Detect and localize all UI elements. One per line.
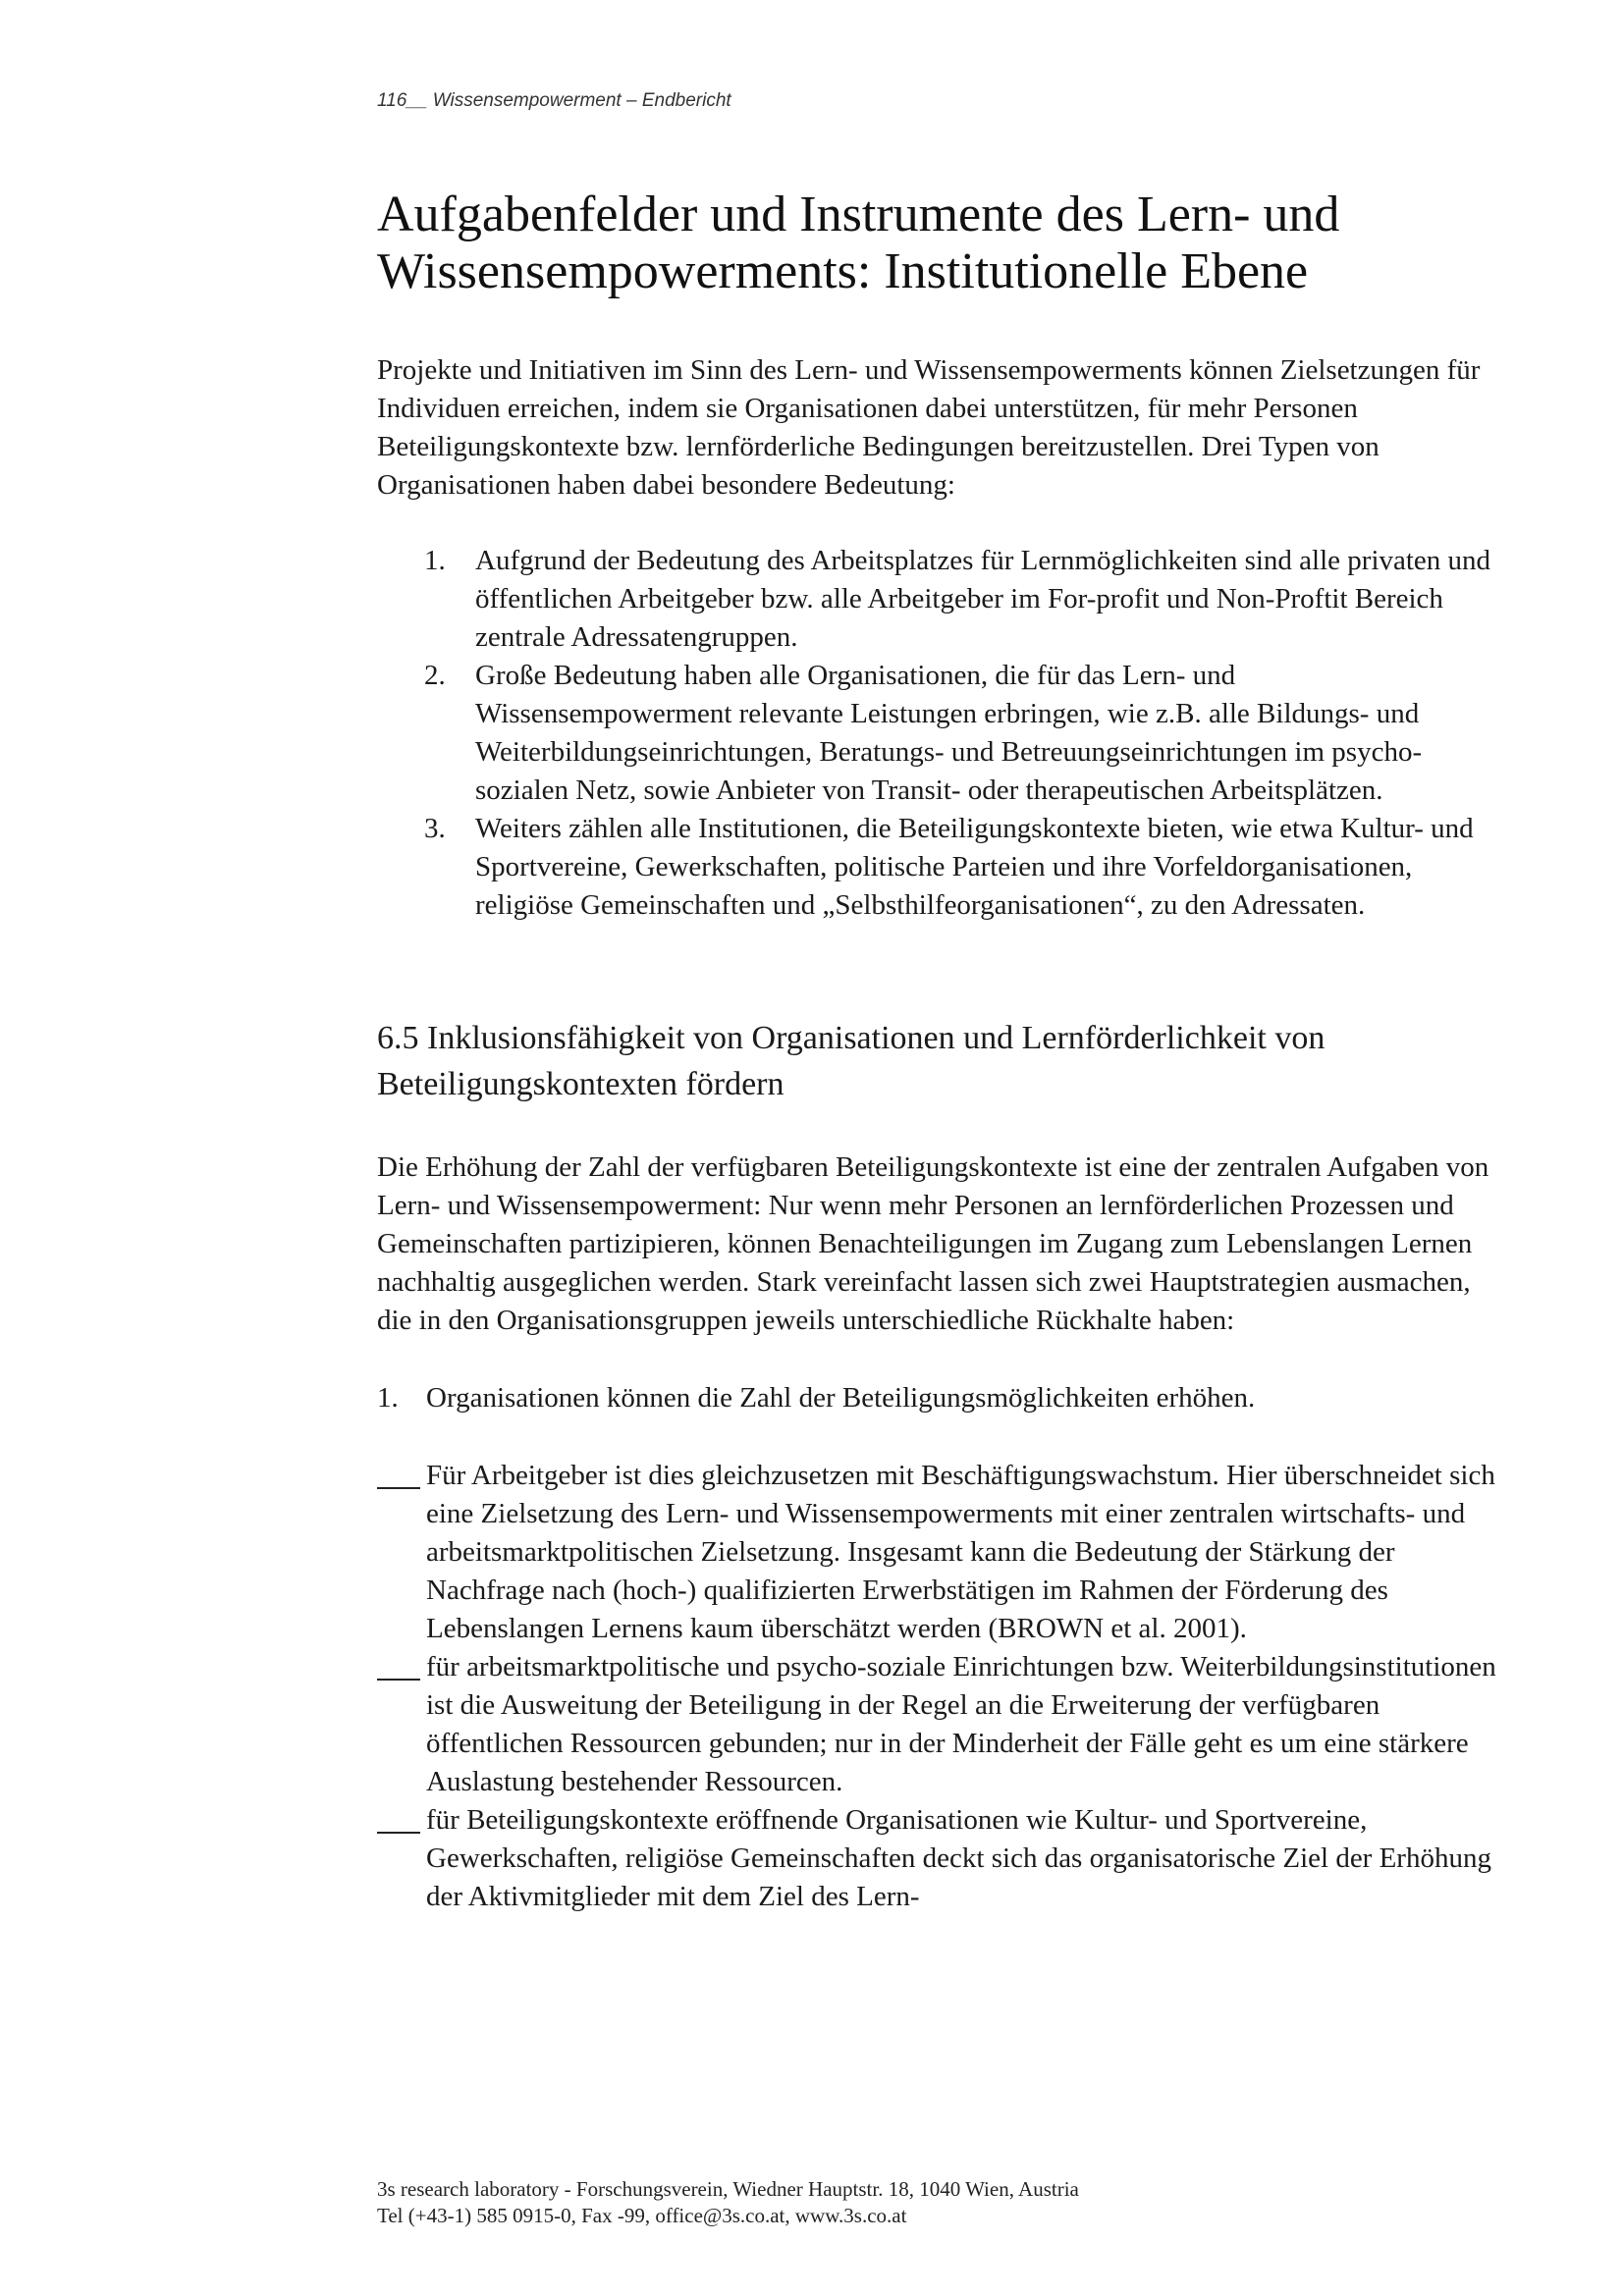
list-item-text: Aufgrund der Bedeutung des Arbeitsplatzes für Lernmöglichkeiten sind alle privaten und öffentlichen Arbeitgeber bzw. alle Arbeitgeber im For-profit und Non-Proftit Bereich zentrale Adressatengruppen.: [475, 545, 1491, 653]
page-title-line-2: Wissensempowerments: Institutionelle Ebene: [377, 243, 1309, 299]
page-content: [377, 187, 1496, 1916]
bullet-text: für arbeitsmarktpolitische und psycho-soziale Einrichtungen bzw. Weiterbildungsinstitutionen ist die Ausweitung der Beteiligung in der Regel an die Erweiterung der verfügbaren öffentlichen Ressourcen gebunden; nur in der Minderheit der Fälle geht es um eine stärkere Auslastung bestehender Ressourcen.: [426, 1651, 1496, 1797]
bullet-item: [377, 1801, 1496, 1916]
section-paragraph: Die Erhöhung der Zahl der verfügbaren Beteiligungskontexte ist eine der zentralen Aufgaben von Lern- und Wissensempowerment: Nur wenn mehr Personen an lernförderlichen Prozessen und Gemeinschaften partizipieren, können Benachteiligungen im Zugang zum Lebenslangen Lernen nachhaltig ausgeglichen werden. Stark vereinfacht lassen sich zwei Hauptstrategien ausmachen, die in den Organisationsgruppen jeweils unterschiedliche Rückhalte haben:: [377, 1151, 1489, 1336]
list-item: [377, 542, 1496, 657]
bullet-item: [377, 1457, 1496, 1648]
running-header: 116__ Wissensempowerment – Endbericht: [377, 90, 731, 111]
page-title: [377, 187, 1496, 300]
bullet-item: [377, 1648, 1496, 1801]
list-item-text: Große Bedeutung haben alle Organisationen, die für das Lern- und Wissensempowerment relevante Leistungen erbringen, wie z.B. alle Bildungs- und Weiterbildungseinrichtungen, Beratungs- und Betreuungseinrichtungen im psycho-sozialen Netz, sowie Anbieter von Transit- oder therapeutischen Arbeitsplätzen.: [475, 660, 1423, 806]
dash-marker: [377, 1832, 420, 1834]
footer-address: 3s research laboratory - Forschungsverein, Wiedner Hauptstr. 18, 1040 Wien, Austria: [377, 2177, 1079, 2201]
strategy-bullet-list: [377, 1457, 1496, 1916]
dash-marker: [377, 1487, 420, 1489]
bullet-text: für Beteiligungskontexte eröffnende Organisationen wie Kultur- und Sportvereine, Gewerkschaften, religiöse Gemeinschaften deckt sich das organisatorische Ziel der Erhöhung der Aktivmitglieder mit dem Ziel des Lern-: [426, 1804, 1491, 1912]
organisation-types-list: [377, 542, 1496, 925]
strategy-number: 1.: [377, 1382, 399, 1414]
footer-contact: Tel (+43-1) 585 0915-0, Fax -99, office@3s.co.at, www.3s.co.at: [377, 2204, 907, 2227]
list-item-number: 2.: [424, 660, 446, 691]
strategy-text: Organisationen können die Zahl der Beteiligungsmöglichkeiten erhöhen.: [426, 1382, 1256, 1414]
list-item-number: 1.: [424, 545, 446, 576]
dash-marker: [377, 1679, 420, 1681]
list-item-number: 3.: [424, 813, 446, 844]
list-item-text: Weiters zählen alle Institutionen, die Beteiligungskontexte bieten, wie etwa Kultur- und Sportvereine, Gewerkschaften, politische Parteien und ihre Vorfeldorganisationen, religiöse Gemeinschaften und „Selbsthilfeorganisationen“, zu den Adressaten.: [475, 813, 1474, 921]
list-item: [377, 810, 1496, 925]
strategy-item: [377, 1379, 1496, 1417]
section-heading: 6.5 Inklusionsfähigkeit von Organisationen und Lernförderlichkeit von Beteiligungskontexten fördern: [377, 1020, 1325, 1102]
page-footer: [377, 2176, 1079, 2229]
page-title-line-1: Aufgabenfelder und Instrumente des Lern- und: [377, 187, 1340, 242]
intro-paragraph: Projekte und Initiativen im Sinn des Lern- und Wissensempowerments können Zielsetzungen für Individuen erreichen, indem sie Organisationen dabei unterstützen, für mehr Personen Beteiligungskontexte bzw. lernförderliche Bedingungen bereitzustellen. Drei Typen von Organisationen haben dabei besondere Bedeutung:: [377, 354, 1481, 501]
list-item: [377, 657, 1496, 810]
bullet-text: Für Arbeitgeber ist dies gleichzusetzen mit Beschäftigungswachstum. Hier überschneidet sich eine Zielsetzung des Lern- und Wissensempowerments mit einer zentralen wirtschafts- und arbeitsmarktpolitischen Zielsetzung. Insgesamt kann die Bedeutung der Stärkung der Nachfrage nach (hoch-) qualifizierten Erwerbstätigen im Rahmen der Förderung des Lebenslangen Lernens kaum überschätzt werden (BROWN et al. 2001).: [426, 1460, 1495, 1644]
